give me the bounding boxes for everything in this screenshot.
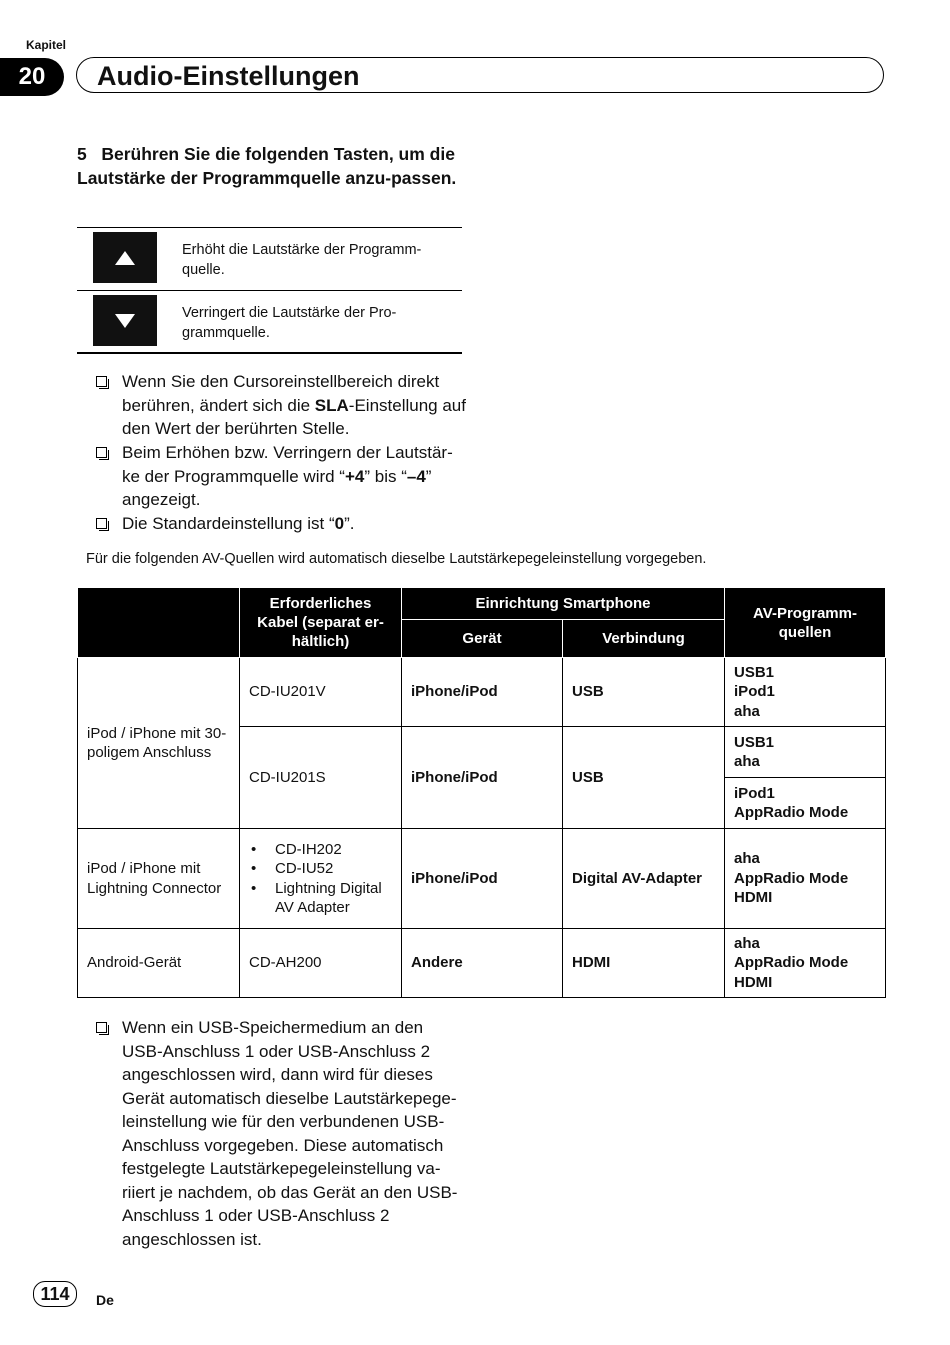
source-item: aha: [734, 753, 760, 770]
note-text: Die Standardeinstellung ist “: [122, 514, 335, 533]
note-sla: [96, 370, 466, 441]
source-item: aha: [734, 850, 760, 868]
header-sources: AV-Programm-quellen: [725, 588, 886, 658]
header-device: Gerät: [402, 620, 563, 658]
key-row-volume-down: [77, 290, 462, 353]
source-item: HDMI: [734, 889, 773, 907]
source-item: AppRadio Mode: [734, 804, 849, 821]
source-item: aha: [734, 934, 760, 952]
sources-cell: [725, 929, 886, 998]
source-item: USB1: [734, 733, 775, 751]
cable-list-cell: [240, 829, 402, 929]
step-text: Berühren Sie die folgenden Tasten, um die Lautstärke der Programmquelle anzu-passen.: [77, 144, 457, 188]
device-cell: iPhone/iPod: [402, 829, 563, 929]
note-text: Beim Erhöhen bzw. Verringern der Lautstär-ke der Programmquelle wird “: [122, 443, 453, 486]
header-empty: [78, 588, 240, 658]
chapter-title: Audio-Einstellungen: [97, 61, 360, 91]
note-text: -Einstellung auf den Wert der berührten Stelle.: [122, 395, 466, 438]
chapter-number-badge: 20: [0, 58, 64, 96]
header-cable: Erforderliches Kabel (separat er-hältlich): [240, 588, 402, 658]
av-intro-text: Für die folgenden AV-Quellen wird automatisch dieselbe Lautstärkepegeleinstellung vorgegeben.: [86, 551, 707, 567]
page-number: 114: [33, 1281, 77, 1307]
note-bold: +4: [344, 466, 365, 486]
connection-cell: USB: [563, 658, 725, 727]
volume-up-button: [93, 232, 157, 283]
note-text: ” bis “: [364, 466, 407, 486]
connection-cell: Digital AV-Adapter: [563, 829, 725, 929]
device-cell: iPhone/iPod: [402, 658, 563, 727]
step-number: 5: [77, 144, 87, 164]
language-code: De: [96, 1292, 114, 1308]
checkbox-bullet-icon: [96, 376, 107, 387]
note-bold: SLA: [314, 395, 349, 415]
note-default: [96, 512, 466, 536]
note-text: Wenn ein USB-Speichermedium an den USB-Anschluss 1 oder USB-Anschluss 2 angeschlossen wird, dann wird für dieses Gerät automatisch dieselbe Lautstärkepege-leinstellung wie für den verbundenen USB-Anschluss vorgegeben. Diese automatisch festgelegte Lautstärkepegeleinstellung va-riiert je nachdem, ob das Gerät an den USB-Anschluss 1 oder USB-Anschluss 2 angeschlossen ist.: [122, 1018, 458, 1249]
cable-item: • CD-IU52: [249, 859, 392, 879]
sources-cell: [725, 829, 886, 929]
cable-cd-ah200: CD-AH200: [240, 929, 402, 998]
note-range: [96, 441, 466, 512]
av-sources-table: [77, 587, 886, 998]
note-text: Wenn Sie den Cursoreinstellbereich direkt berühren, ändert sich die: [122, 372, 440, 415]
device-android: Android-Gerät: [78, 929, 240, 998]
connection-cell: USB: [563, 727, 725, 829]
source-item: USB1: [734, 663, 775, 681]
sources-cell: [725, 778, 886, 829]
source-item: aha: [734, 702, 760, 720]
volume-down-description: Verringert die Lautstärke der Pro-grammquelle.: [182, 305, 397, 341]
device-ipod-30pin: iPod / iPhone mit 30-poligem Anschluss: [78, 658, 240, 829]
cable-item: • Lightning Digital AV Adapter: [249, 879, 392, 918]
checkbox-bullet-icon: [96, 518, 107, 529]
source-item: iPod1: [734, 683, 775, 701]
source-item: HDMI: [734, 973, 773, 991]
source-item: iPod1: [734, 784, 775, 802]
note-text: ”.: [344, 514, 355, 533]
source-item: AppRadio Mode: [734, 869, 849, 887]
note-bold: –4: [406, 466, 426, 486]
kapitel-label: Kapitel: [26, 38, 67, 52]
cable-cd-iu201s: CD-IU201S: [240, 727, 402, 829]
down-triangle-icon: [115, 314, 135, 328]
key-table-bottom-rule: [77, 352, 462, 354]
connection-cell: HDMI: [563, 929, 725, 998]
source-item: AppRadio Mode: [734, 954, 849, 972]
sources-cell: [725, 727, 886, 778]
cable-cd-iu201v: CD-IU201V: [240, 658, 402, 727]
header-smartphone: Einrichtung Smartphone: [402, 588, 725, 620]
volume-up-description: Erhöht die Lautstärke der Programm-quelle.: [182, 242, 422, 278]
checkbox-bullet-icon: [96, 447, 107, 458]
note-bold: 0: [334, 514, 345, 533]
device-cell: Andere: [402, 929, 563, 998]
key-row-volume-up: [77, 227, 462, 290]
step-heading: [77, 142, 467, 190]
volume-down-button: [93, 295, 157, 346]
checkbox-bullet-icon: [96, 1022, 107, 1033]
note-usb: [96, 1016, 466, 1251]
header-connection: Verbindung: [563, 620, 725, 658]
note-text: ” angezeigt.: [122, 466, 432, 509]
sources-cell: [725, 658, 886, 727]
device-cell: iPhone/iPod: [402, 727, 563, 829]
device-lightning: iPod / iPhone mit Lightning Connector: [78, 829, 240, 929]
up-triangle-icon: [115, 251, 135, 265]
cable-item: • CD-IH202: [249, 840, 392, 860]
